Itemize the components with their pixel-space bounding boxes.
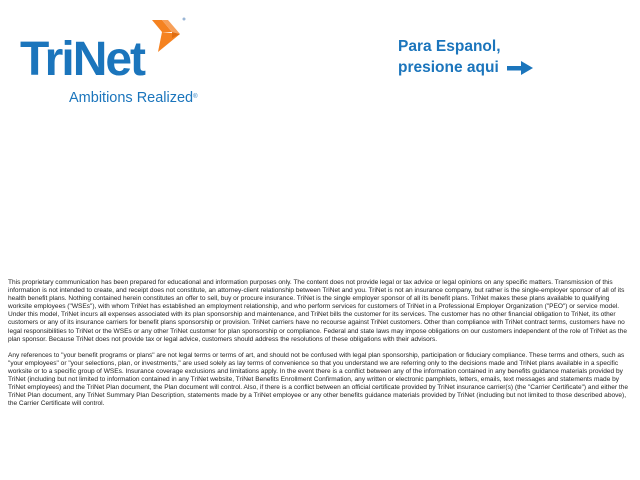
tagline-text: Ambitions Realized (69, 90, 194, 106)
spanish-link-line2: presione aqui (398, 59, 499, 76)
trinet-chevron-icon (150, 16, 190, 54)
logo-tagline (69, 90, 198, 106)
disclaimer-paragraph: This proprietary communication has been prepared for educational and information purposes only. The content does not provide legal or tax advice or legal opinions on any specific matters. Transmission of this information is not intended to create, and receipt does not constitute, an attorney-client relationship between TriNet and you. TriNet is not an insurance company, but rather is the single-employer sponsor of all of its health benefit plans. Nothing contained herein constitutes an offer to sell, buy or procure insurance. TriNet is the single employer sponsor of all its benefit plans. TriNet makes these plans available to qualifying worksite employees ("WSEs"), with whom TriNet has established an employment relationship, and who perform services for customers of TriNet in a Professional Employer Organization ("PEO") or service model. Under this model, TriNet incurs all expenses associated with its plan sponsorship and maintenance, and TriNet bills the customer for its services. The customer has no other financial obligation to TriNet, its other customers or any of its insurance carriers for benefit plans sponsorship or provision. TriNet carriers have no recourse against TriNet customers. Other than compliance with TriNet contract terms, customers have no legal responsibilities to TriNet or the WSEs or any other TriNet customer for plan sponsorship or compliance. Federal and state laws may impose obligations on our customers independent of the role of TriNet as the plan sponsor. Because TriNet does not provide tax or legal advice, customers should address the resolutions of these obligations with their advisors. (8, 279, 627, 343)
logo-wordmark: TriNet (20, 33, 145, 86)
spanish-language-link[interactable] (398, 36, 533, 78)
registered-mark: ® (193, 94, 198, 100)
spanish-link-line1: Para Espanol, (398, 38, 501, 55)
trinet-logo (20, 14, 220, 106)
disclaimer-paragraph: Any references to "your benefit programs or plans" are not legal terms or terms of art, and should not be confused with legal plan sponsorship, participation or fiduciary compliance. These terms and others, such as "your employees" or "your selections, plan, or investments," are used solely as lay terms of convenience so that you understand we are referring only to the decisions made and TriNet plans available in a specific worksite or to a specific group of WSEs. Insurance coverage exclusions and limitations apply. In the event there is a conflict between any of the information contained in any benefits guidance materials provided by TriNet (including but not limited to information contained in any TriNet website, TriNet Benefits Enrollment Confirmation, any written or electronic pamphlets, letters, emails, text messages and statements made by TriNet employees) and the TriNet Plan document, the Plan document will control. Also, if there is a conflict between an official certificate provided by TriNet insurance carrier(s) (the "Carrier Certificate") and either the TriNet Plan document, any TriNet Summary Plan Description, statements made by a TriNet employee or any other benefits guidance materials provided by TriNet (including but not limited to those described above), the Carrier Certificate will control. (8, 351, 628, 408)
spanish-link-line2-row (398, 57, 533, 78)
arrow-right-icon (507, 61, 533, 75)
legal-disclaimer (8, 279, 634, 416)
